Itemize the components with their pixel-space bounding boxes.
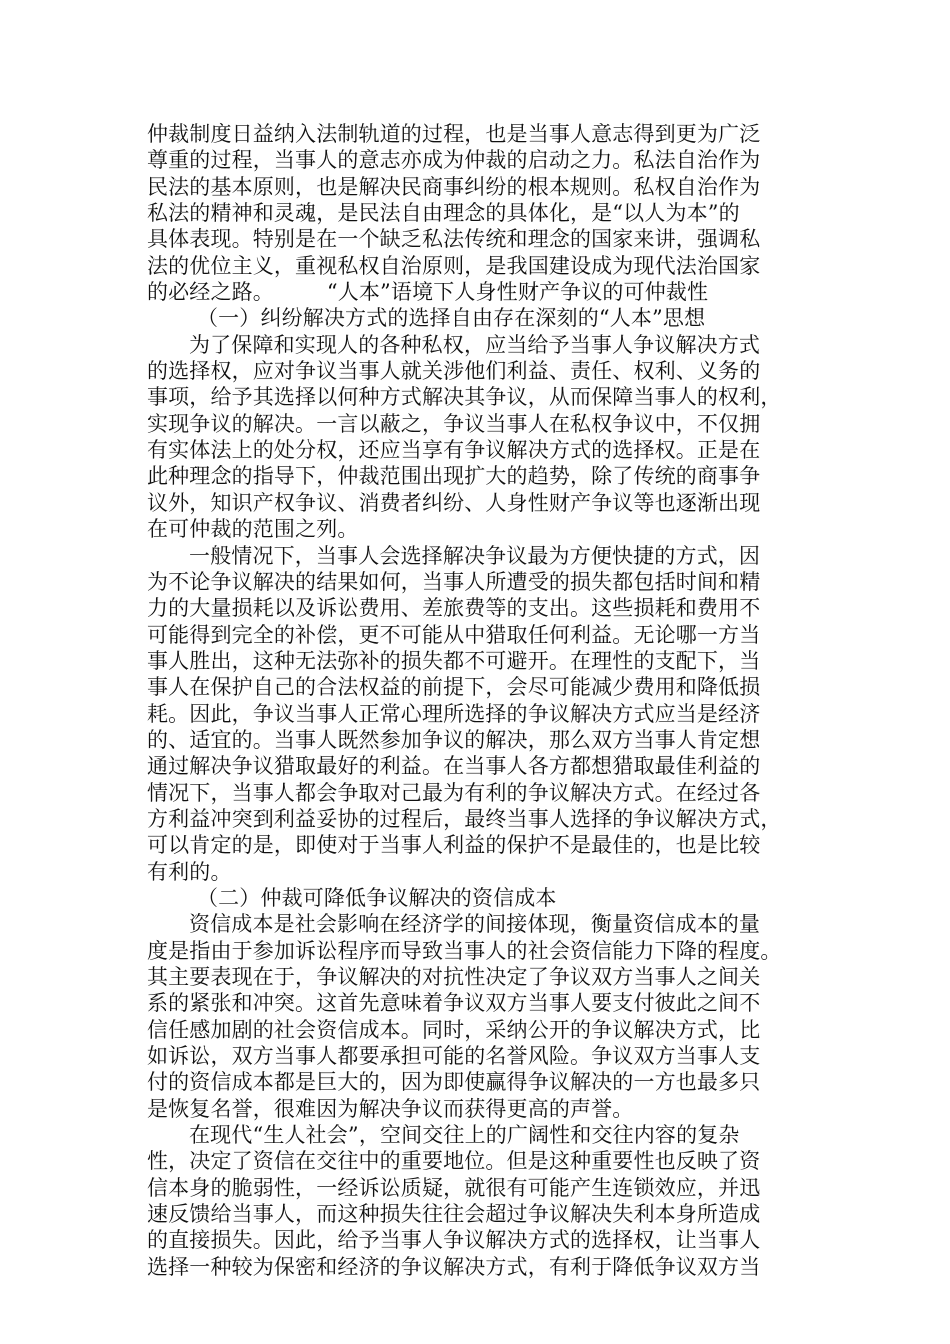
text-line: 是恢复名誉，很难因为解决争议而获得更高的声誉。 xyxy=(147,1096,634,1121)
text-line: 可以肯定的是，即使对于当事人利益的保护不是最佳的，也是比较 xyxy=(147,833,761,858)
text-line: 如诉讼，双方当事人都要承担可能的名誉风险。争议双方当事人支 xyxy=(147,1044,761,1069)
text-line: 在可仲裁的范围之列。 xyxy=(147,517,359,542)
text-line: 具体表现。特别是在一个缺乏私法传统和理念的国家来讲，强调私 xyxy=(147,227,761,252)
section-heading: （二）仲裁可降低争议解决的资信成本 xyxy=(197,885,557,910)
text-line: 的、适宜的。当事人既然参加争议的解决，那么双方当事人肯定想 xyxy=(147,727,761,752)
text-line: 仲裁制度日益纳入法制轨道的过程，也是当事人意志得到更为广泛 xyxy=(147,122,761,146)
paragraph-first-line: 在现代“生人社会”，空间交往上的广阔性和交往内容的复杂 xyxy=(189,1123,740,1148)
text-line: 有利的。 xyxy=(147,859,232,884)
text-line: 私法的精神和灵魂，是民法自由理念的具体化，是“以人为本”的 xyxy=(147,201,740,226)
text-line: 的选择权，应对争议当事人就关涉他们利益、责任、权利、义务的 xyxy=(147,359,761,384)
text-line: 选择一种较为保密和经济的争议解决方式，有利于降低争议双方当 xyxy=(147,1254,761,1279)
text-line: 情况下，当事人都会争取对己最为有利的争议解决方式。在经过各 xyxy=(147,780,761,805)
text-line: 此种理念的指导下，仲裁范围出现扩大的趋势，除了传统的商事争 xyxy=(147,464,761,489)
text-line: 速反馈给当事人，而这种损失往往会超过争议解决失利本身所造成 xyxy=(147,1202,761,1227)
document-body xyxy=(147,121,817,1280)
text-line: 议外，知识产权争议、消费者纠纷、人身性财产争议等也逐渐出现 xyxy=(147,490,761,515)
text-line: 力的大量损耗以及诉讼费用、差旅费等的支出。这些损耗和费用不 xyxy=(147,596,761,621)
text-line: 系的紧张和冲突。这首先意味着争议双方当事人要支付彼此之间不 xyxy=(147,991,761,1016)
text-line: 可能得到完全的补偿，更不可能从中猎取任何利益。无论哪一方当 xyxy=(147,622,761,647)
paragraph-first-line: 为了保障和实现人的各种私权，应当给予当事人争议解决方式 xyxy=(189,332,761,357)
text-line: 度是指由于参加诉讼程序而导致当事人的社会资信能力下降的程度。 xyxy=(147,938,782,963)
text-line: 的必经之路。 “人本”语境下人身性财产争议的可仲裁性 xyxy=(147,280,709,305)
text-line: 实现争议的解决。一言以蔽之，争议当事人在私权争议中，不仅拥 xyxy=(147,411,761,436)
text-line: 事人胜出，这种无法弥补的损失都不可避开。在理性的支配下，当 xyxy=(147,648,761,673)
text-line: 耗。因此，争议当事人正常心理所选择的争议解决方式应当是经济 xyxy=(147,701,761,726)
text-line: 性，决定了资信在交往中的重要地位。但是这种重要性也反映了资 xyxy=(147,1149,761,1174)
section-heading: （一）纠纷解决方式的选择自由存在深刻的“人本”思想 xyxy=(197,306,706,331)
text-line: 法的优位主义，重视私权自治原则，是我国建设成为现代法治国家 xyxy=(147,253,761,278)
text-line: 其主要表现在于，争议解决的对抗性决定了争议双方当事人之间关 xyxy=(147,965,761,989)
text-line: 通过解决争议猎取最好的利益。在当事人各方都想猎取最佳利益的 xyxy=(147,754,761,779)
text-line: 有实体法上的处分权，还应当享有争议解决方式的选择权。正是在 xyxy=(147,438,761,463)
text-line: 为不论争议解决的结果如何，当事人所遭受的损失都包括时间和精 xyxy=(147,569,761,594)
text-line: 事人在保护自己的合法权益的前提下，会尽可能减少费用和降低损 xyxy=(147,675,761,700)
text-line: 的直接损失。因此，给予当事人争议解决方式的选择权，让当事人 xyxy=(147,1228,761,1253)
text-line: 付的资信成本都是巨大的，因为即使赢得争议解决的一方也最多只 xyxy=(147,1070,761,1095)
paragraph-first-line: 一般情况下，当事人会选择解决争议最为方便快捷的方式，因 xyxy=(189,543,761,568)
text-line: 尊重的过程，当事人的意志亦成为仲裁的启动之力。私法自治作为 xyxy=(147,148,761,173)
text-line: 方利益冲突到利益妥协的过程后，最终当事人选择的争议解决方式， xyxy=(147,806,782,831)
text-line: 事项，给予其选择以何种方式解决其争议，从而保障当事人的权利， xyxy=(147,385,782,410)
text-line: 民法的基本原则，也是解决民商事纠纷的根本规则。私权自治作为 xyxy=(147,174,761,199)
paragraph-first-line: 资信成本是社会影响在经济学的间接体现，衡量资信成本的量 xyxy=(189,912,761,937)
text-line: 信任感加剧的社会资信成本。同时，采纳公开的争议解决方式，比 xyxy=(147,1017,761,1042)
text-line: 信本身的脆弱性，一经诉讼质疑，就很有可能产生连锁效应，并迅 xyxy=(147,1175,761,1200)
